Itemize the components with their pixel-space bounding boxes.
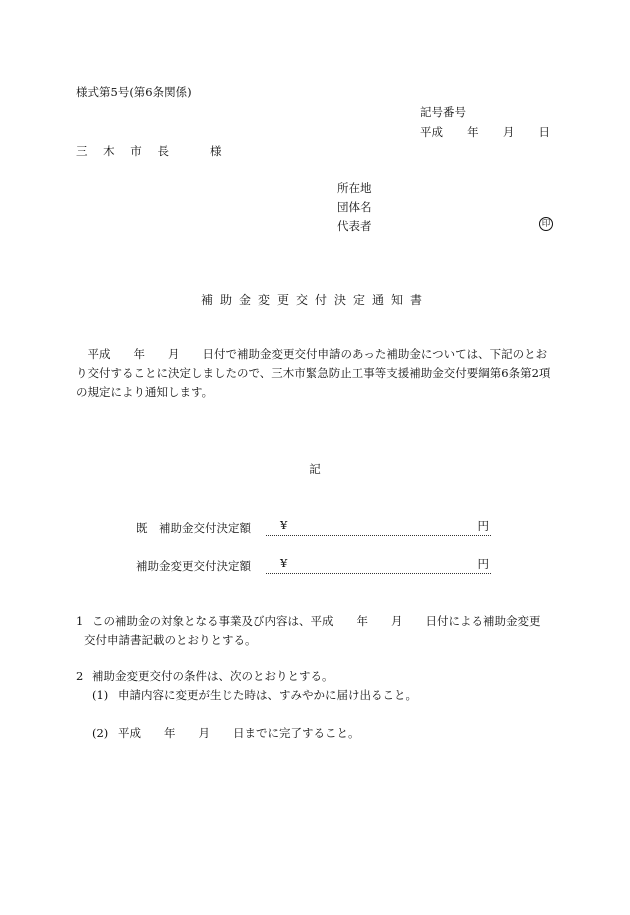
currency-symbol: ¥	[280, 556, 288, 570]
condition-subitem-1	[92, 687, 417, 703]
amount-row-existing	[136, 518, 491, 536]
form-label: 様式第5号(第6条関係)	[76, 85, 192, 99]
date-day: 日	[538, 125, 550, 139]
amount-row-changed	[136, 556, 491, 574]
issue-date	[420, 124, 550, 140]
date-month: 月	[502, 125, 515, 139]
sender-representative-label: 代表者	[337, 219, 372, 233]
subitem-text: 申請内容に変更が生じた時は、すみやかに届け出ること。	[118, 688, 417, 702]
condition-subitem-2	[92, 725, 360, 741]
subitem-number: (1)	[92, 688, 109, 702]
amount-label-existing: 既 補助金交付決定額	[136, 521, 251, 535]
date-year: 年	[467, 125, 479, 139]
date-era: 平成	[420, 125, 443, 139]
amount-field-changed[interactable]	[266, 556, 491, 574]
amount-field-existing[interactable]	[266, 518, 491, 536]
condition-item-1	[76, 612, 554, 650]
item-text: 補助金変更交付の条件は、次のとおりとする。	[92, 669, 334, 683]
item-text: この補助金の対象となる事業及び内容は、平成 年 月 日付による補助金変更	[92, 614, 541, 628]
condition-item-2	[76, 668, 334, 684]
body-paragraph: 平成 年 月 日付で補助金変更交付申請のあった補助金については、下記のとおり交付することに決定しましたので、三木市緊急防止工事等支援補助金交付要綱第6条第2項の規定により通知します。	[76, 347, 551, 399]
subitem-number: (2)	[92, 726, 109, 740]
amount-label-changed: 補助金変更交付決定額	[136, 559, 251, 573]
sender-representative-row	[337, 218, 553, 234]
sender-organization-label: 団体名	[337, 200, 372, 214]
document-title: 補助金変更交付決定通知書	[200, 293, 429, 307]
sender-location-label: 所在地	[337, 181, 372, 195]
ki-heading: 記	[309, 462, 321, 476]
reference-number-label: 記号番号	[420, 105, 466, 119]
item-number: 2	[76, 669, 84, 683]
seal-mark: 印	[539, 217, 553, 231]
subitem-text: 平成 年 月 日までに完了すること。	[118, 726, 360, 740]
currency-symbol: ¥	[280, 518, 288, 532]
currency-unit: 円	[477, 519, 489, 533]
currency-unit: 円	[477, 557, 489, 571]
item-text-continued: 交付申請書記載のとおりとする。	[84, 633, 257, 647]
item-number: 1	[76, 614, 84, 628]
addressee: 三 木 市 長 様	[76, 144, 228, 158]
